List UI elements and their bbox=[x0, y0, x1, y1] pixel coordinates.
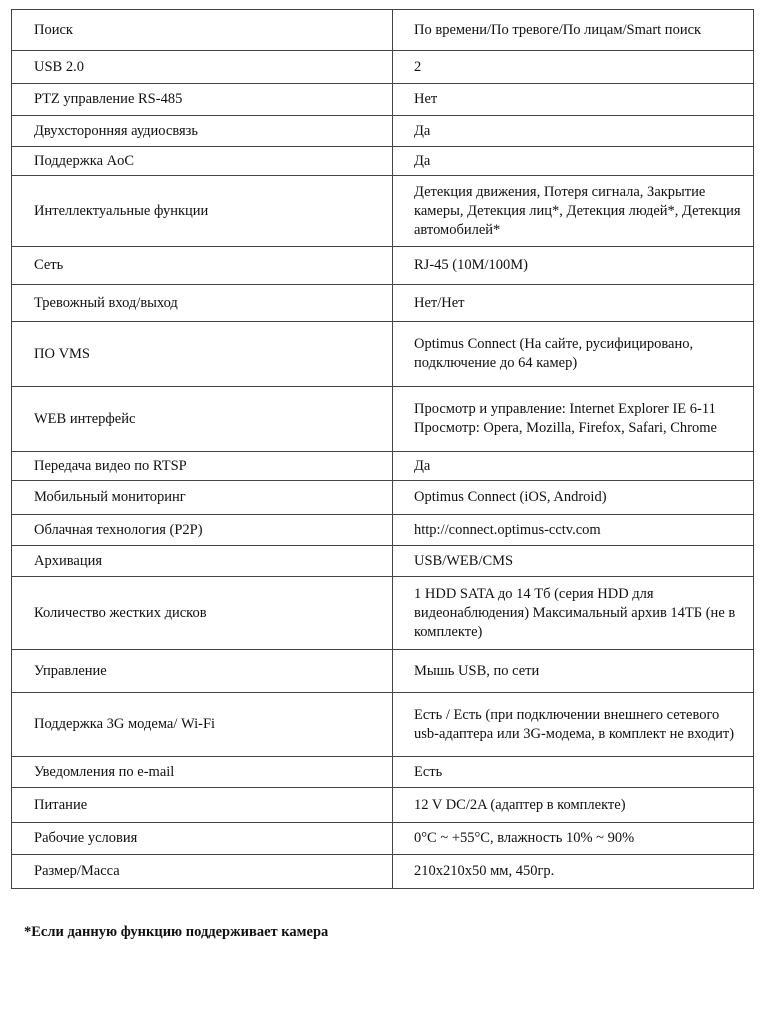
row-label: Сеть bbox=[12, 247, 393, 285]
row-label: Питание bbox=[12, 788, 393, 823]
row-label: Двухсторонняя аудиосвязь bbox=[12, 116, 393, 147]
row-label: Интеллектуальные функции bbox=[12, 176, 393, 247]
table-row bbox=[12, 855, 754, 889]
row-value: http://connect.optimus-cctv.com bbox=[393, 515, 754, 546]
row-value: RJ-45 (10M/100M) bbox=[393, 247, 754, 285]
row-value: Да bbox=[393, 452, 754, 481]
table-row bbox=[12, 176, 754, 247]
table-row bbox=[12, 387, 754, 452]
row-value: Нет/Нет bbox=[393, 285, 754, 322]
table-row bbox=[12, 285, 754, 322]
table-row bbox=[12, 481, 754, 515]
row-label: Поддержка AoC bbox=[12, 147, 393, 176]
footnote: *Если данную функцию поддерживает камера bbox=[24, 924, 329, 940]
table-row bbox=[12, 116, 754, 147]
row-value: Да bbox=[393, 147, 754, 176]
table-row bbox=[12, 322, 754, 387]
table-row bbox=[12, 147, 754, 176]
table-row bbox=[12, 823, 754, 855]
row-value: Просмотр и управление: Internet Explorer IE 6-11 Просмотр: Opera, Mozilla, Firefox, Safari, Chrome bbox=[393, 387, 754, 452]
row-value: Optimus Connect (iOS, Android) bbox=[393, 481, 754, 515]
row-value: Нет bbox=[393, 84, 754, 116]
row-value: 210x210x50 мм, 450гр. bbox=[393, 855, 754, 889]
table-row bbox=[12, 51, 754, 84]
table-row bbox=[12, 650, 754, 693]
row-label: Уведомления по e-mail bbox=[12, 757, 393, 788]
table-row bbox=[12, 788, 754, 823]
row-label: Размер/Масса bbox=[12, 855, 393, 889]
row-label: Облачная технология (P2P) bbox=[12, 515, 393, 546]
row-value: 12 V DC/2A (адаптер в комплекте) bbox=[393, 788, 754, 823]
row-value: 0°C ~ +55°C, влажность 10% ~ 90% bbox=[393, 823, 754, 855]
table-row bbox=[12, 247, 754, 285]
table-row bbox=[12, 452, 754, 481]
spec-table bbox=[11, 9, 754, 889]
row-value: Мышь USB, по сети bbox=[393, 650, 754, 693]
row-value: USB/WEB/CMS bbox=[393, 546, 754, 577]
row-label: WEB интерфейс bbox=[12, 387, 393, 452]
row-label: ПО VMS bbox=[12, 322, 393, 387]
table-row bbox=[12, 10, 754, 51]
row-value: Есть / Есть (при подключении внешнего сетевого usb-адаптера или 3G-модема, в комплект не входит) bbox=[393, 693, 754, 757]
row-value: Детекция движения, Потеря сигнала, Закрытие камеры, Детекция лиц*, Детекция людей*, Детекция автомобилей* bbox=[393, 176, 754, 247]
row-value: Да bbox=[393, 116, 754, 147]
table-row bbox=[12, 577, 754, 650]
row-label: Количество жестких дисков bbox=[12, 577, 393, 650]
table-row bbox=[12, 84, 754, 116]
row-label: Управление bbox=[12, 650, 393, 693]
table-row bbox=[12, 546, 754, 577]
table-row bbox=[12, 515, 754, 546]
row-label: USB 2.0 bbox=[12, 51, 393, 84]
row-label: Мобильный мониторинг bbox=[12, 481, 393, 515]
row-label: Передача видео по RTSP bbox=[12, 452, 393, 481]
row-label: Рабочие условия bbox=[12, 823, 393, 855]
table-row bbox=[12, 693, 754, 757]
row-label: Поиск bbox=[12, 10, 393, 51]
row-value: 2 bbox=[393, 51, 754, 84]
row-label: Тревожный вход/выход bbox=[12, 285, 393, 322]
row-label: Поддержка 3G модема/ Wi-Fi bbox=[12, 693, 393, 757]
row-value: По времени/По тревоге/По лицам/Smart поиск bbox=[393, 10, 754, 51]
row-value: 1 HDD SATA до 14 Тб (серия HDD для видеонаблюдения) Максимальный архив 14ТБ (не в комплекте) bbox=[393, 577, 754, 650]
row-value: Есть bbox=[393, 757, 754, 788]
table-row bbox=[12, 757, 754, 788]
row-value: Optimus Connect (На сайте, русифицировано, подключение до 64 камер) bbox=[393, 322, 754, 387]
row-label: PTZ управление RS-485 bbox=[12, 84, 393, 116]
row-label: Архивация bbox=[12, 546, 393, 577]
